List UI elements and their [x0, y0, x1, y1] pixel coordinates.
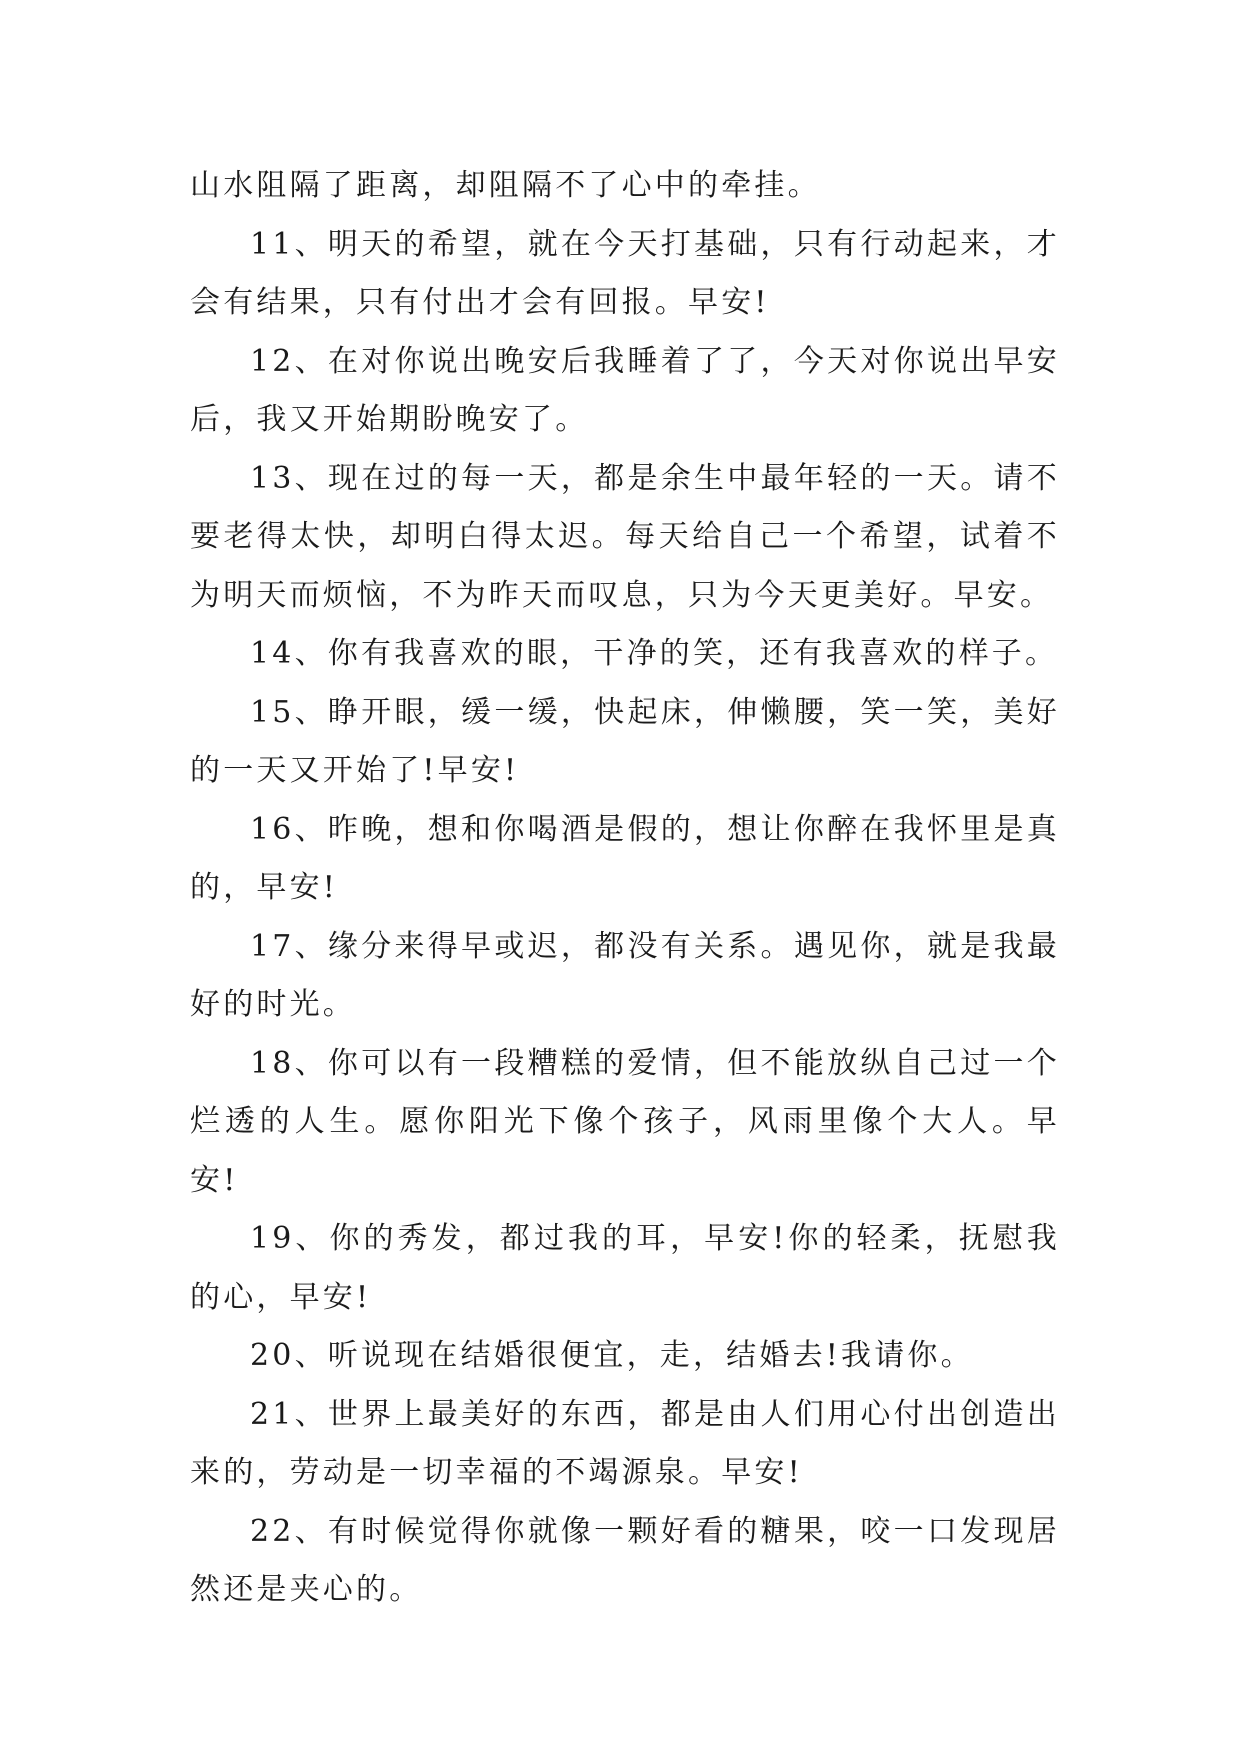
document-body — [190, 157, 1060, 1620]
paragraph-item-20: 20、听说现在结婚很便宜，走，结婚去!我请你。 — [250, 1338, 974, 1373]
paragraph-item-17: 17、缘分来得早或迟，都没有关系。遇见你，就是我最好的时光。 — [190, 928, 1060, 1022]
paragraph-item-16: 16、昨晚，想和你喝酒是假的，想让你醉在我怀里是真的，早安! — [190, 811, 1060, 905]
paragraph-item-18: 18、你可以有一段糟糕的爱情，但不能放纵自己过一个烂透的人生。愿你阳光下像个孩子，风雨里像个大人。早安! — [190, 1045, 1060, 1198]
paragraph-item-14: 14、你有我喜欢的眼，干净的笑，还有我喜欢的样子。 — [250, 636, 1059, 671]
paragraph-item-21: 21、世界上最美好的东西，都是由人们用心付出创造出来的，劳动是一切幸福的不竭源泉。早安! — [190, 1396, 1060, 1490]
paragraph-item-11: 11、明天的希望，就在今天打基础，只有行动起来，才会有结果，只有付出才会有回报。早安! — [190, 226, 1060, 320]
paragraph-item-13: 13、现在过的每一天，都是余生中最年轻的一天。请不要老得太快，却明白得太迟。每天给自己一个希望，试着不为明天而烦恼，不为昨天而叹息，只为今天更美好。早安。 — [190, 460, 1060, 613]
paragraph-item-15: 15、睁开眼，缓一缓，快起床，伸懒腰，笑一笑，美好的一天又开始了!早安! — [190, 694, 1060, 788]
paragraph-item-19: 19、你的秀发，都过我的耳，早安!你的轻柔，抚慰我的心，早安! — [190, 1221, 1060, 1315]
paragraph-continuation: 山水阻隔了距离，却阻隔不了心中的牵挂。 — [190, 168, 821, 203]
paragraph-item-12: 12、在对你说出晚安后我睡着了了，今天对你说出早安后，我又开始期盼晚安了。 — [190, 343, 1060, 437]
paragraph-item-22: 22、有时候觉得你就像一颗好看的糖果，咬一口发现居然还是夹心的。 — [190, 1513, 1060, 1607]
